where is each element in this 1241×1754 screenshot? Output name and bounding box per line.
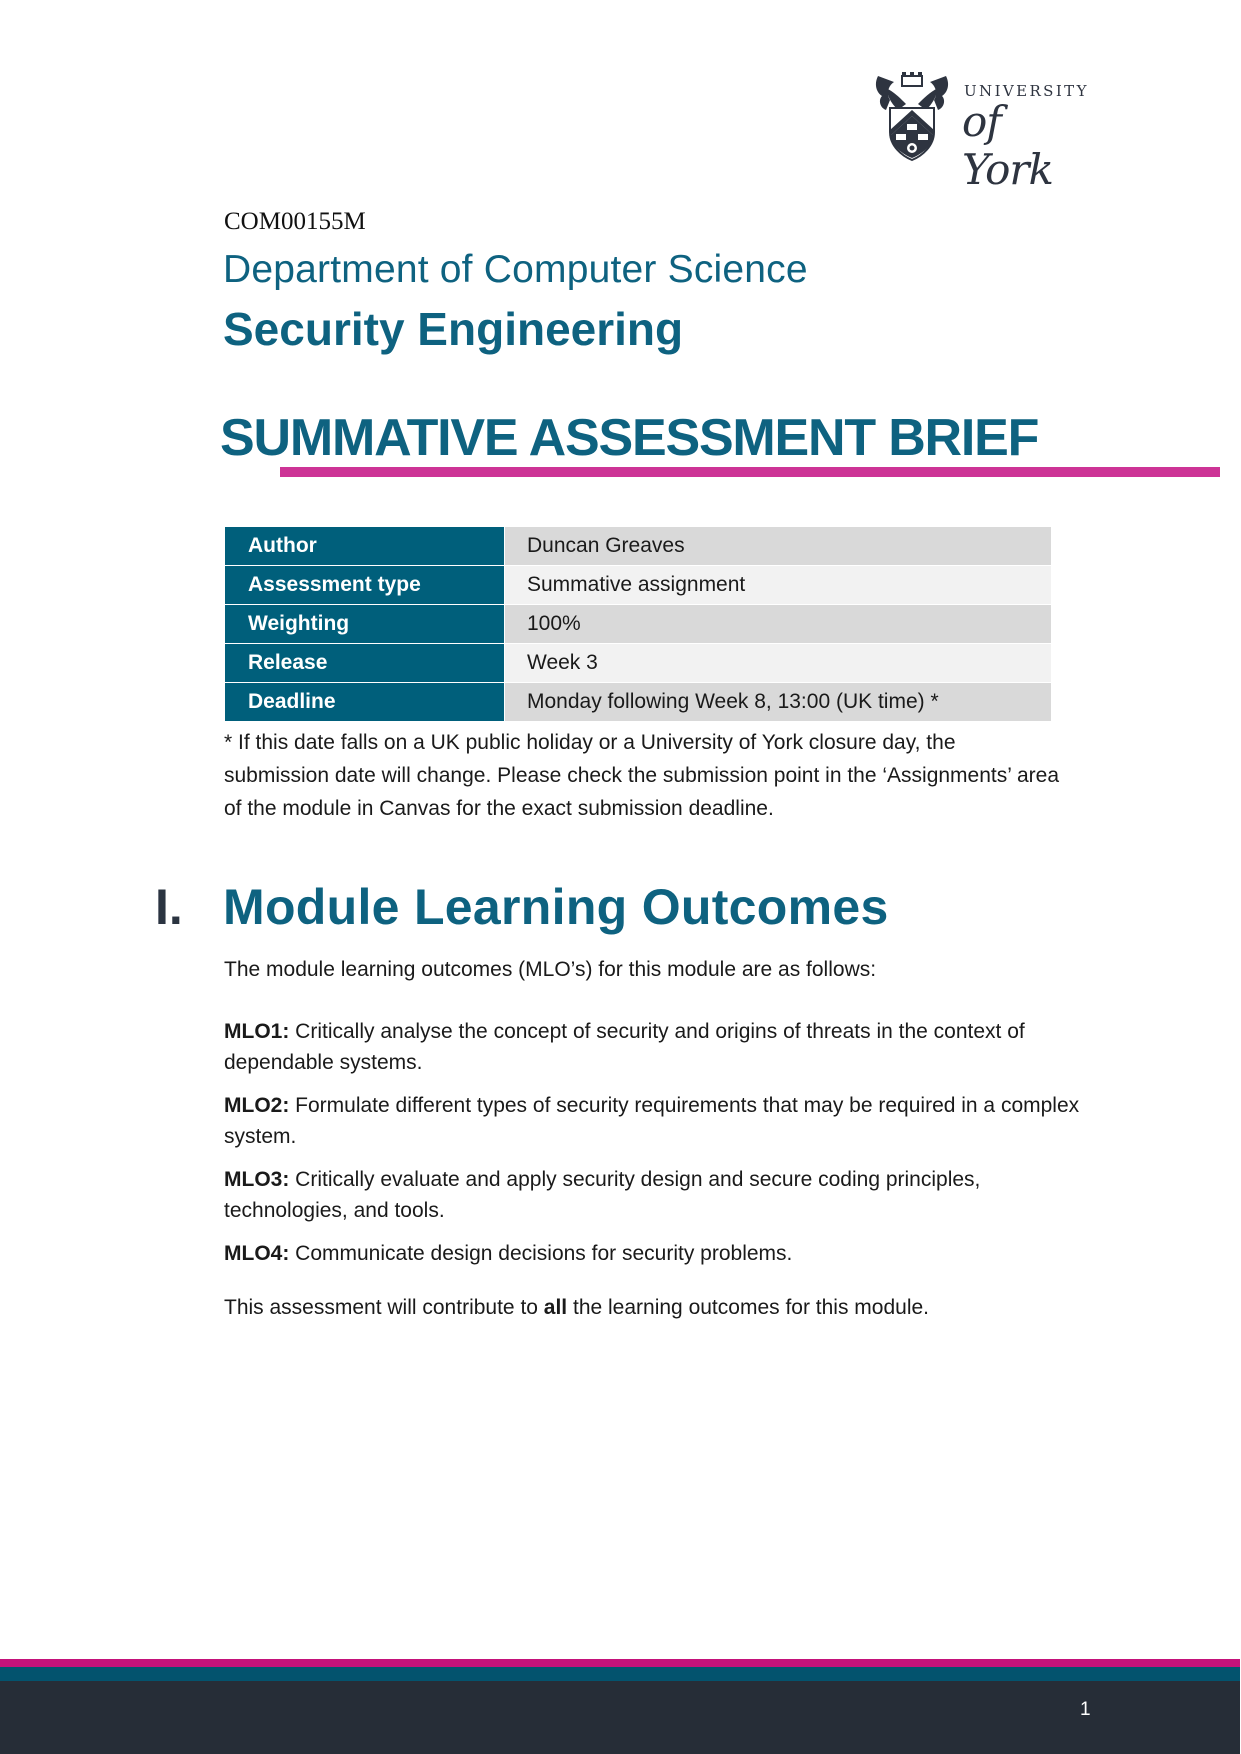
footer-pink-stripe	[0, 1659, 1240, 1667]
mlo-text: Communicate design decisions for security problems.	[289, 1242, 793, 1265]
module-title: Security Engineering	[223, 303, 684, 355]
closing-text-after: the learning outcomes for this module.	[567, 1296, 930, 1319]
table-row	[225, 643, 1051, 682]
list-item	[224, 1016, 1084, 1078]
page-number: 1	[1080, 1699, 1091, 1720]
section-number: I.	[155, 879, 183, 935]
course-code: COM00155M	[224, 208, 366, 235]
table-row	[225, 527, 1051, 565]
footer-teal-stripe	[0, 1667, 1240, 1681]
table-value-deadline: Monday following Week 8, 13:00 (UK time) *	[505, 683, 1051, 721]
table-row	[225, 604, 1051, 643]
closing-statement	[224, 1296, 929, 1320]
table-value-author: Duncan Greaves	[505, 527, 1051, 565]
list-item	[224, 1164, 1084, 1226]
mlo-code: MLO1:	[224, 1020, 290, 1043]
mlo-code: MLO4:	[224, 1242, 290, 1265]
mlo-code: MLO2:	[224, 1094, 290, 1117]
section-intro: The module learning outcomes (MLO’s) for this module are as follows:	[224, 958, 877, 981]
footer-band	[0, 1681, 1240, 1754]
table-value-weighting: 100%	[505, 605, 1051, 643]
section-heading: Module Learning Outcomes	[223, 879, 889, 935]
table-value-release: Week 3	[505, 644, 1051, 682]
assessment-info-table	[225, 527, 1051, 721]
table-row	[225, 682, 1051, 721]
logo-text-of-york: of York	[962, 97, 1053, 194]
mlo-text: Critically evaluate and apply security design and secure coding principles, technologies, and tools.	[224, 1168, 981, 1222]
university-logo	[872, 70, 1094, 194]
list-item	[224, 1238, 1084, 1269]
deadline-footnote: * If this date falls on a UK public holiday or a University of York closure day, the submission date will change. Please check the submission point in the ‘Assignments’ area of the module in Canvas for the exact submission deadline.	[224, 731, 1059, 820]
table-label-author: Author	[225, 527, 505, 565]
title-underline-bar	[280, 467, 1220, 477]
closing-text-bold: all	[543, 1296, 568, 1319]
learning-outcomes-list	[224, 1016, 1084, 1281]
mlo-text: Formulate different types of security requirements that may be required in a complex system.	[224, 1094, 1080, 1148]
table-label-release: Release	[225, 644, 505, 682]
closing-text-before: This assessment will contribute to	[224, 1296, 544, 1319]
table-label-assessment-type: Assessment type	[225, 566, 505, 604]
list-item	[224, 1090, 1084, 1152]
document-title: SUMMATIVE ASSESSMENT BRIEF	[220, 409, 1039, 467]
table-label-weighting: Weighting	[225, 605, 505, 643]
table-value-assessment-type: Summative assignment	[505, 566, 1051, 604]
table-label-deadline: Deadline	[225, 683, 505, 721]
table-row	[225, 565, 1051, 604]
department-name: Department of Computer Science	[223, 248, 808, 291]
mlo-code: MLO3:	[224, 1168, 290, 1191]
mlo-text: Critically analyse the concept of security and origins of threats in the context of dependable systems.	[224, 1020, 1025, 1074]
university-crest-icon	[872, 70, 952, 162]
logo-text-university: UNIVERSITY	[964, 82, 1089, 100]
